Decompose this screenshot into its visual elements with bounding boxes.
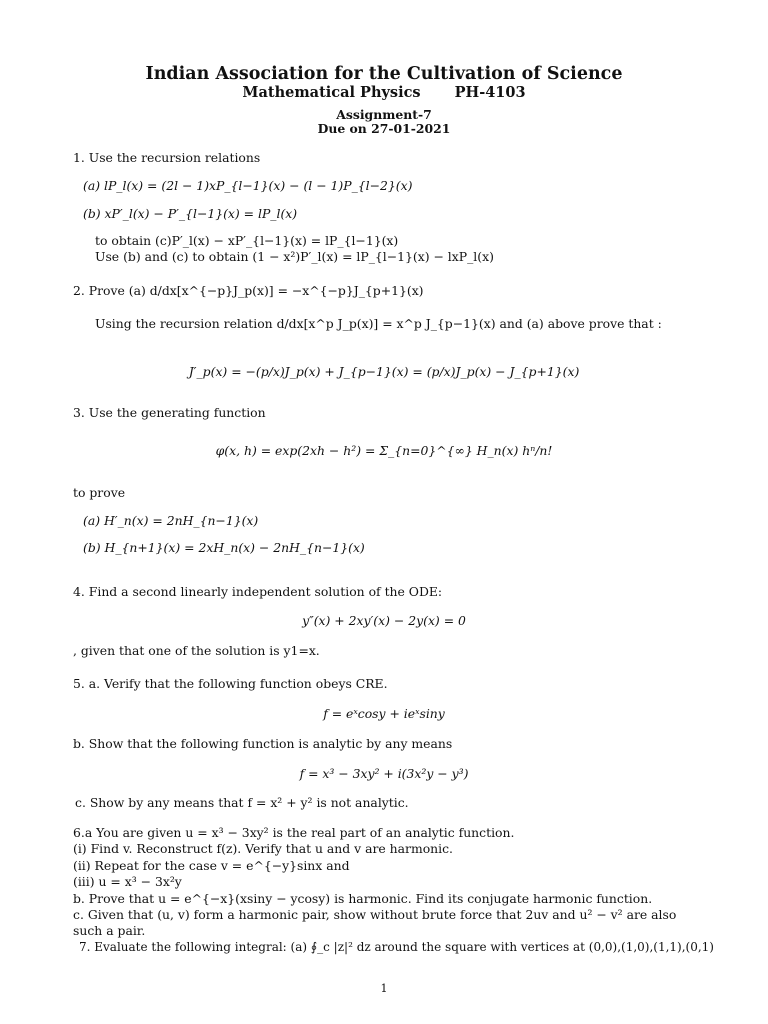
q6-part-ii: (ii) Repeat for the case v = e^{−y}sinx and <box>73 858 350 873</box>
q1-intro: 1. Use the recursion relations <box>73 150 261 165</box>
q3-intro: 3. Use the generating function <box>73 405 266 420</box>
q2-prove: 2. Prove (a) d/dx[x^{−p}J_p(x)] = −x^{−p}J_{p+1}(x) <box>73 283 424 298</box>
q6-part-b: b. Prove that u = e^{−x}(xsiny − ycosy) is harmonic. Find its conjugate harmonic function. <box>73 891 653 906</box>
q1-relation-b: (b) xP′_l(x) − P′_{l−1}(x) = lP_l(x) <box>83 206 298 221</box>
q6-part-c-line2: such a pair. <box>73 923 146 938</box>
q4-ode: y″(x) + 2xy′(x) − 2y(x) = 0 <box>302 613 466 628</box>
q6-part-a: 6.a You are given u = x³ − 3xy² is the real part of an analytic function. <box>73 825 515 840</box>
q2-using: Using the recursion relation d/dx[x^p J_p(x)] = x^p J_{p−1}(x) and (a) above prove that : <box>95 316 662 331</box>
course-code: PH-4103 <box>454 84 526 101</box>
assignment-title: Assignment-7 <box>336 107 432 122</box>
q2-result-equation: J′_p(x) = −(p/x)J_p(x) + J_{p−1}(x) = (p/x)J_p(x) − J_{p+1}(x) <box>188 364 580 379</box>
course-line <box>0 85 768 100</box>
due-date: Due on 27-01-2021 <box>317 121 451 136</box>
q5-a-equation: f = eˣcosy + ieˣsiny <box>323 706 445 721</box>
q1-use-bc: Use (b) and (c) to obtain (1 − x²)P′_l(x) = lP_{l−1}(x) − lxP_l(x) <box>95 249 494 264</box>
q5-b-text: b. Show that the following function is analytic by any means <box>73 736 453 751</box>
q1-obtain-c: to obtain (c)P′_l(x) − xP′_{l−1}(x) = lP_{l−1}(x) <box>95 233 399 248</box>
q4-intro: 4. Find a second linearly independent solution of the ODE: <box>73 584 443 599</box>
q3-to-prove: to prove <box>73 485 126 500</box>
institution-title: Indian Association for the Cultivation of Science <box>145 64 623 84</box>
page-number: 1 <box>380 982 388 995</box>
q3-generating-function: φ(x, h) = exp(2xh − h²) = Σ_{n=0}^{∞} H_n(x) hⁿ/n! <box>215 443 553 458</box>
q4-given: , given that one of the solution is y1=x. <box>73 643 320 658</box>
course-name: Mathematical Physics <box>242 84 421 101</box>
q5-a-text: 5. a. Verify that the following function obeys CRE. <box>73 676 388 691</box>
q7-text: 7. Evaluate the following integral: (a) ∮_c |z|² dz around the square with vertices at (0,0),(1,0),(1,1),(0,1) <box>79 940 714 954</box>
q1-relation-a: (a) lP_l(x) = (2l − 1)xP_{l−1}(x) − (l − 1)P_{l−2}(x) <box>83 178 413 193</box>
q6-part-c-line1: c. Given that (u, v) form a harmonic pair, show without brute force that 2uv and u² − v² are also <box>73 907 677 922</box>
q3-part-a: (a) H′_n(x) = 2nH_{n−1}(x) <box>83 513 259 528</box>
q5-b-equation: f = x³ − 3xy² + i(3x²y − y³) <box>299 766 469 781</box>
q3-part-b: (b) H_{n+1}(x) = 2xH_n(x) − 2nH_{n−1}(x) <box>83 540 365 555</box>
q6-part-i: (i) Find v. Reconstruct f(z). Verify that u and v are harmonic. <box>73 841 453 856</box>
q6-part-iii: (iii) u = x³ − 3x²y <box>73 874 182 889</box>
q5-c-text: c. Show by any means that f = x² + y² is not analytic. <box>75 795 409 810</box>
